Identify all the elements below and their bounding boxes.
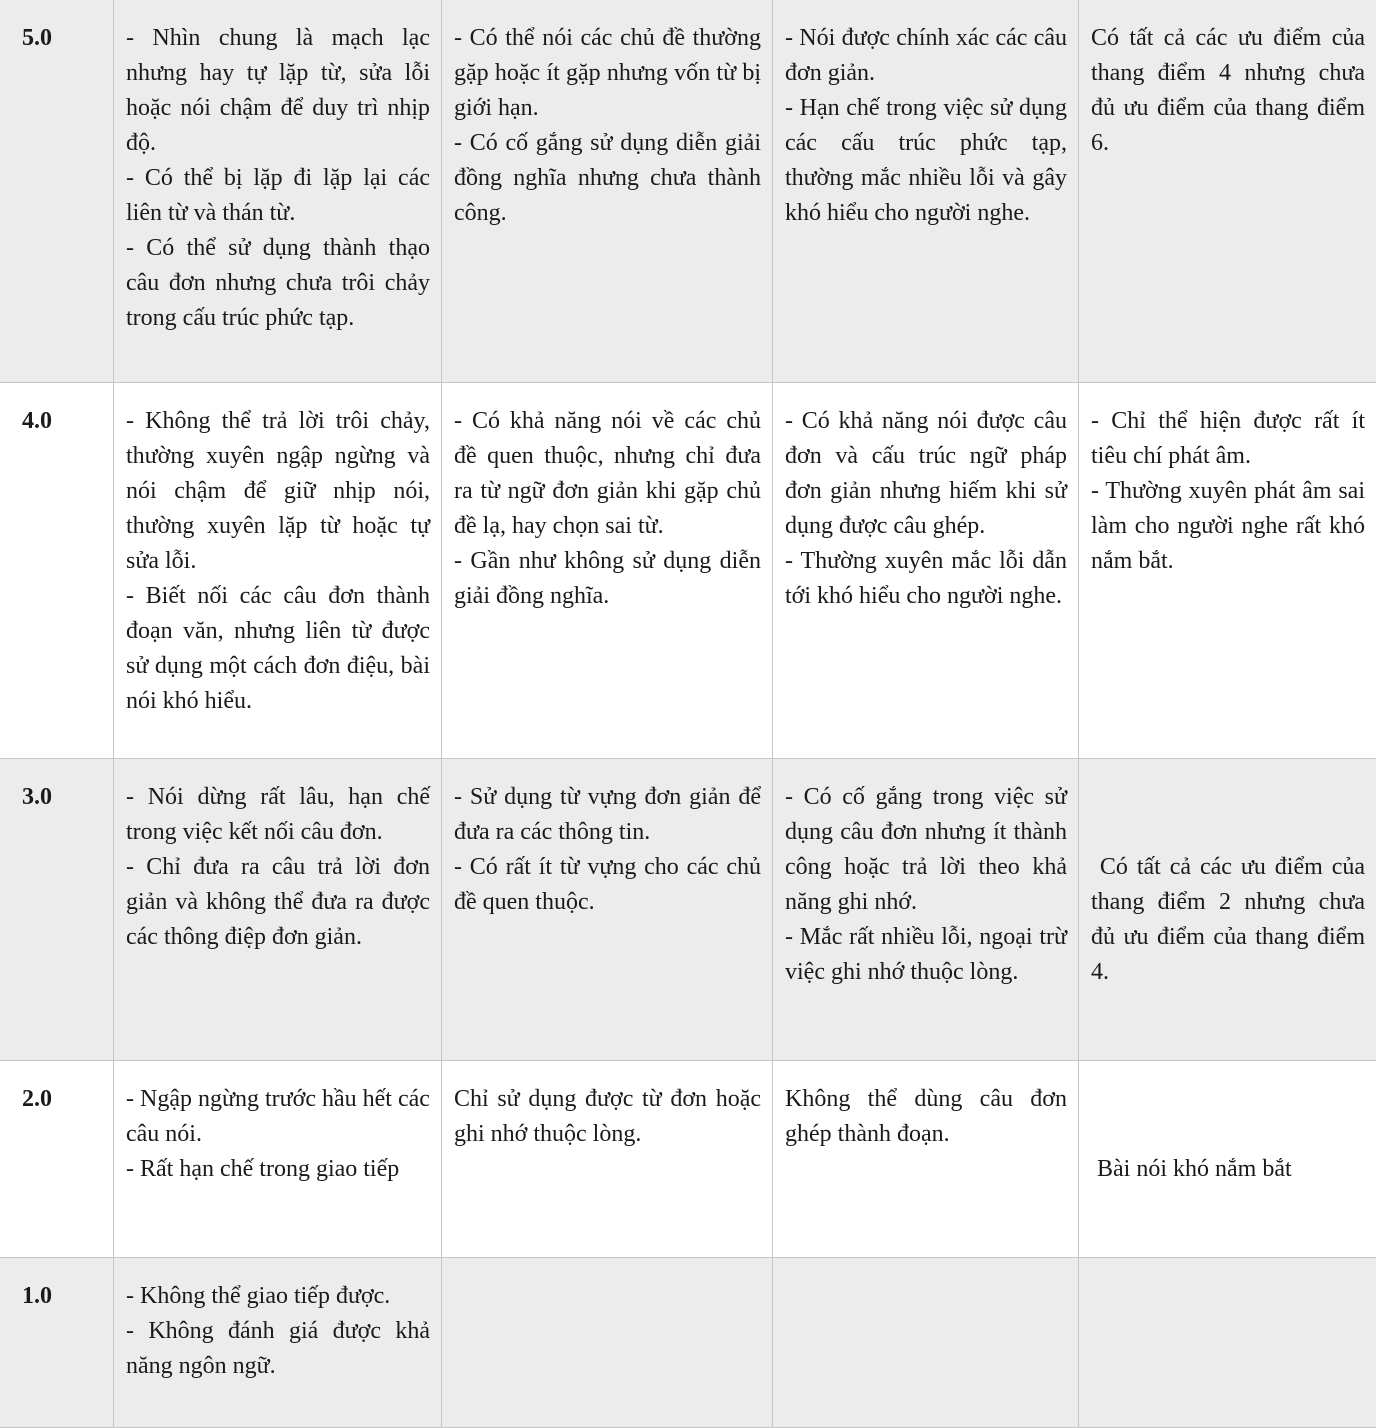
fluency-cell (114, 759, 442, 1061)
descriptor-line: - Rất hạn chế trong giao tiếp (126, 1152, 430, 1187)
descriptor-line: Có tất cả các ưu điểm của thang điểm 4 nhưng chưa đủ ưu điểm của thang điểm 6. (1091, 21, 1365, 161)
band-row-2 (0, 1061, 1376, 1258)
lexical-cell (442, 759, 773, 1061)
descriptor-line: - Chỉ đưa ra câu trả lời đơn giản và không thể đưa ra được các thông điệp đơn giản. (126, 850, 430, 955)
lexical-cell (442, 1061, 773, 1258)
grammar-cell (773, 759, 1079, 1061)
fluency-cell (114, 1061, 442, 1258)
descriptor-line: - Biết nối các câu đơn thành đoạn văn, nhưng liên từ được sử dụng một cách đơn điệu, bài nói khó hiểu. (126, 579, 430, 719)
descriptor-line: - Chỉ thể hiện được rất ít tiêu chí phát âm. (1091, 404, 1365, 474)
descriptor-line: - Sử dụng từ vựng đơn giản để đưa ra các thông tin. (454, 780, 761, 850)
descriptor-line: - Có cố gắng trong việc sử dụng câu đơn nhưng ít thành công hoặc trả lời theo khả năng ghi nhớ. (785, 780, 1067, 920)
grammar-cell (773, 1258, 1079, 1428)
band-score: 5.0 (0, 0, 114, 383)
descriptor-line: - Có rất ít từ vựng cho các chủ đề quen thuộc. (454, 850, 761, 920)
pronunciation-cell (1079, 0, 1376, 383)
pronunciation-cell (1079, 759, 1376, 1061)
band-row-3 (0, 759, 1376, 1061)
descriptor-line: - Có khả năng nói được câu đơn và cấu trúc ngữ pháp đơn giản nhưng hiếm khi sử dụng được câu ghép. (785, 404, 1067, 544)
descriptor-line: - Nói dừng rất lâu, hạn chế trong việc kết nối câu đơn. (126, 780, 430, 850)
descriptor-line: - Gần như không sử dụng diễn giải đồng nghĩa. (454, 544, 761, 614)
descriptor-line: - Không thể giao tiếp được. (126, 1279, 430, 1314)
lexical-cell (442, 1258, 773, 1428)
grammar-cell (773, 383, 1079, 759)
descriptor-line: - Hạn chế trong việc sử dụng các cấu trúc phức tạp, thường mắc nhiều lỗi và gây khó hiểu cho người nghe. (785, 91, 1067, 231)
band-score: 1.0 (0, 1258, 114, 1428)
band-score: 2.0 (0, 1061, 114, 1258)
lexical-cell (442, 383, 773, 759)
descriptor-line: Không thể dùng câu đơn ghép thành đoạn. (785, 1082, 1067, 1152)
descriptor-line: - Thường xuyên phát âm sai làm cho người nghe rất khó nắm bắt. (1091, 474, 1365, 579)
descriptor-line: - Nhìn chung là mạch lạc nhưng hay tự lặp từ, sửa lỗi hoặc nói chậm để duy trì nhịp độ. (126, 21, 430, 161)
descriptor-line: - Không thể trả lời trôi chảy, thường xuyên ngập ngừng và nói chậm để giữ nhịp nói, thường xuyên lặp từ hoặc tự sửa lỗi. (126, 404, 430, 579)
lexical-cell (442, 0, 773, 383)
band-row-5 (0, 0, 1376, 383)
descriptor-line: - Có thể bị lặp đi lặp lại các liên từ và thán từ. (126, 161, 430, 231)
band-score: 3.0 (0, 759, 114, 1061)
pronunciation-cell (1079, 1061, 1376, 1258)
descriptor-line: - Nói được chính xác các câu đơn giản. (785, 21, 1067, 91)
band-score: 4.0 (0, 383, 114, 759)
descriptor-line: - Có cố gắng sử dụng diễn giải đồng nghĩa nhưng chưa thành công. (454, 126, 761, 231)
descriptor-line: - Không đánh giá được khả năng ngôn ngữ. (126, 1314, 430, 1384)
fluency-cell (114, 1258, 442, 1428)
fluency-cell (114, 0, 442, 383)
band-row-4 (0, 383, 1376, 759)
descriptor-line: - Có thể nói các chủ đề thường gặp hoặc ít gặp nhưng vốn từ bị giới hạn. (454, 21, 761, 126)
descriptor-line: - Mắc rất nhiều lỗi, ngoại trừ việc ghi nhớ thuộc lòng. (785, 920, 1067, 990)
descriptor-line: - Có khả năng nói về các chủ đề quen thuộc, nhưng chỉ đưa ra từ ngữ đơn giản khi gặp chủ đề lạ, hay chọn sai từ. (454, 404, 761, 544)
fluency-cell (114, 383, 442, 759)
descriptor-line: - Thường xuyên mắc lỗi dẫn tới khó hiểu cho người nghe. (785, 544, 1067, 614)
pronunciation-cell (1079, 383, 1376, 759)
descriptor-line: Có tất cả các ưu điểm của thang điểm 2 nhưng chưa đủ ưu điểm của thang điểm 4. (1091, 850, 1365, 990)
band-row-1 (0, 1258, 1376, 1428)
descriptor-line: Bài nói khó nắm bắt (1091, 1152, 1365, 1187)
descriptor-line: - Ngập ngừng trước hầu hết các câu nói. (126, 1082, 430, 1152)
descriptor-line: - Có thể sử dụng thành thạo câu đơn nhưng chưa trôi chảy trong cấu trúc phức tạp. (126, 231, 430, 336)
descriptor-line: Chỉ sử dụng được từ đơn hoặc ghi nhớ thuộc lòng. (454, 1082, 761, 1152)
grammar-cell (773, 1061, 1079, 1258)
pronunciation-cell (1079, 1258, 1376, 1428)
grammar-cell (773, 0, 1079, 383)
